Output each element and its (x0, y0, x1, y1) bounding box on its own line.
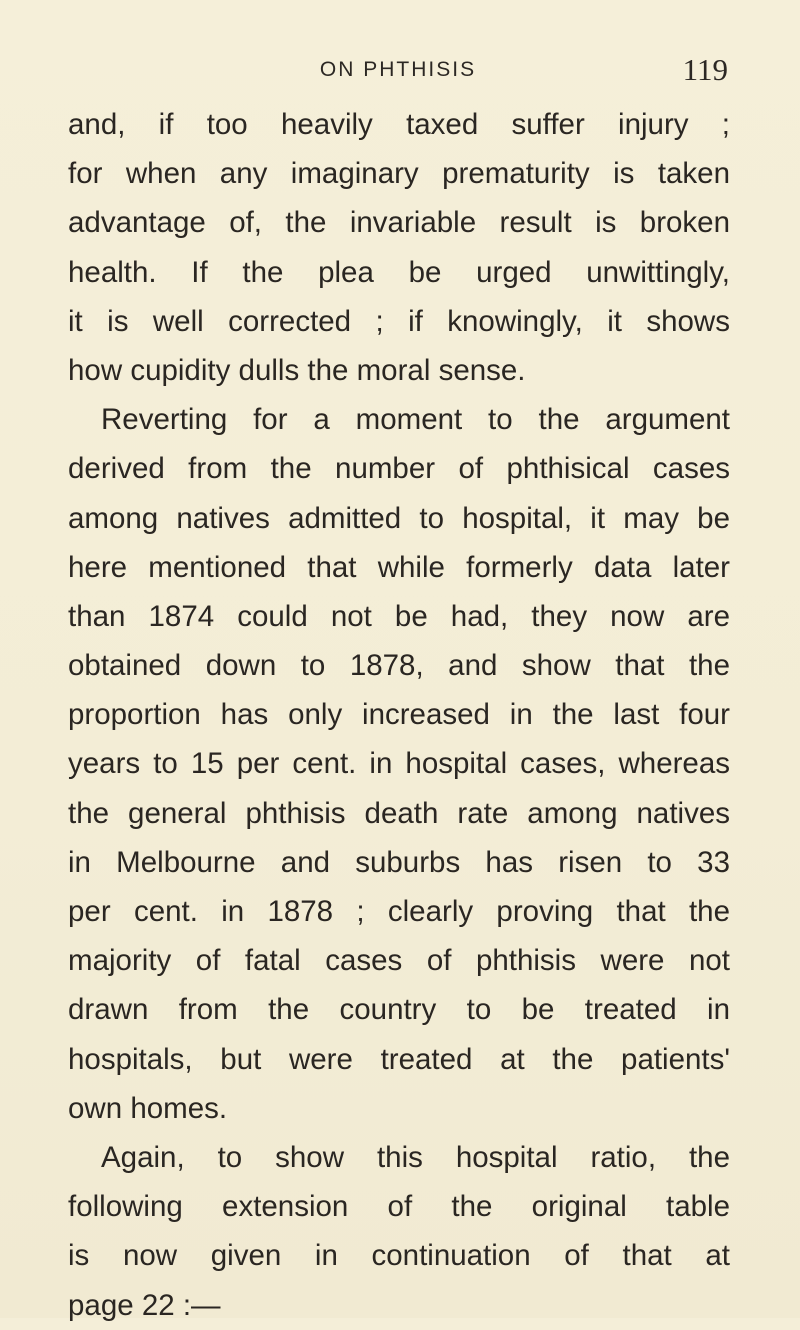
text-line: for when any imaginary prematurity is taken (68, 157, 730, 191)
text-line: years to 15 per cent. in hospital cases, whereas (68, 747, 730, 781)
text-line: in Melbourne and suburbs has risen to 33 (68, 845, 730, 879)
text-line: Again, to show this hospital ratio, the (101, 1140, 730, 1174)
text-line: Reverting for a moment to the argument (101, 403, 730, 437)
text-line: own homes. (68, 1091, 228, 1125)
text-line: and, if too heavily taxed suffer injury ; (68, 108, 730, 141)
text-line: is now given in continuation of that at (68, 1239, 730, 1273)
text-line: obtained down to 1878, and show that the (68, 649, 730, 683)
text-line: it is well corrected ; if knowingly, it shows (68, 304, 730, 338)
text-line: drawn from the country to be treated in (68, 993, 730, 1027)
text-line: proportion has only increased in the last four (68, 698, 730, 732)
text-line: per cent. in 1878 ; clearly proving that the (68, 895, 730, 928)
text-line: following extension of the original table (68, 1190, 730, 1224)
text-line: the general phthisis death rate among natives (68, 796, 730, 830)
text-line: hospitals, but were treated at the patients' (68, 1042, 730, 1076)
body-text (68, 100, 730, 1330)
text-line: page 22 :— (68, 1288, 221, 1322)
text-line: here mentioned that while formerly data later (68, 550, 730, 584)
text-line: advantage of, the invariable result is broken (68, 206, 730, 240)
running-head: ON PHTHISIS (319, 58, 477, 81)
text-line: derived from the number of phthisical cases (68, 452, 730, 486)
text-line: health. If the plea be urged unwittingly, (68, 255, 730, 289)
text-line: how cupidity dulls the moral sense. (68, 353, 526, 387)
text-line: majority of fatal cases of phthisis were not (68, 944, 730, 978)
page-header (68, 52, 728, 92)
page-number: 119 (682, 52, 728, 87)
text-line: among natives admitted to hospital, it may be (68, 501, 730, 535)
text-line: than 1874 could not be had, they now are (68, 599, 730, 633)
